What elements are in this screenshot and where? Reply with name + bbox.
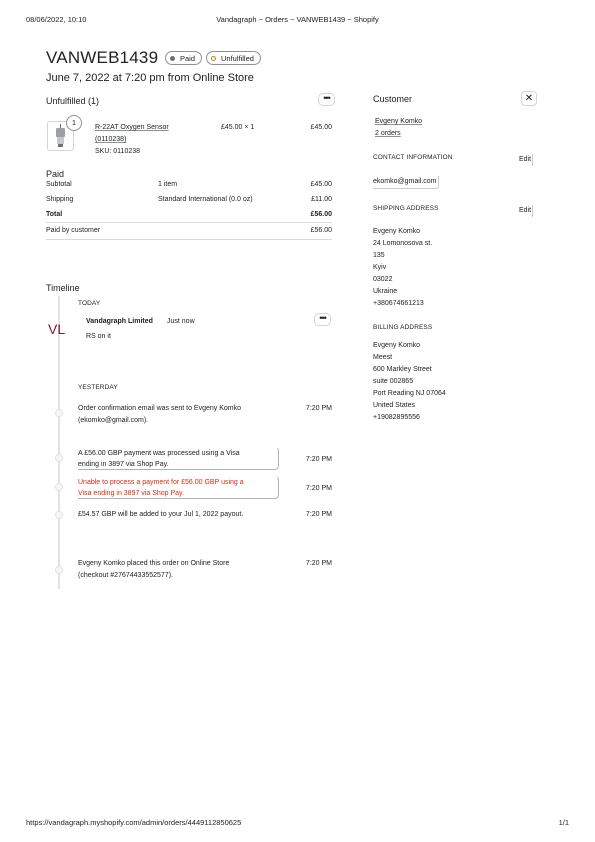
comment-text: RS on it [86, 333, 111, 340]
customer-orders-link[interactable]: 2 orders [375, 130, 401, 137]
event-order-placed-time: 7:20 PM [305, 560, 332, 567]
subtotal-detail: 1 item [158, 181, 178, 188]
shipping-label: Shipping [46, 196, 74, 203]
unfulfilled-ring-icon [211, 56, 216, 61]
unfulfilled-more-button[interactable]: ••• [318, 93, 335, 106]
billing-line: Meest [373, 354, 393, 361]
event-payment-error-line2: Visa ending in 3897 via Shop Pay. [78, 490, 184, 497]
billing-line: 600 Markley Street [373, 366, 432, 373]
unfulfilled-badge [206, 51, 261, 65]
paid-by-customer-amount: £56.00 [310, 227, 332, 234]
billing-address-heading: BILLING ADDRESS [373, 324, 433, 331]
today-label: TODAY [78, 300, 101, 307]
event-order-placed-line2: (checkout #27674433552577). [78, 572, 173, 579]
product-code-link[interactable]: (0110238) [95, 136, 127, 143]
event-payment-line2: ending in 3897 via Shop Pay. [78, 461, 169, 468]
event-payment-time: 7:20 PM [305, 456, 332, 463]
edit-shipping-button[interactable]: Edit [519, 205, 533, 217]
product-line-total: £45.00 [310, 124, 332, 131]
timeline-heading: Timeline [46, 283, 80, 293]
subtotal-label: Subtotal [46, 181, 72, 188]
total-amount: £56.00 [310, 211, 332, 218]
timeline-dot-icon [55, 454, 63, 462]
timeline-dot-icon [55, 566, 63, 574]
comment-author: Vandagraph Limited [86, 318, 153, 325]
close-icon[interactable]: ✕ [521, 91, 537, 106]
event-order-placed-line1: Evgeny Komko placed this order on Online Store [78, 560, 230, 567]
print-footer-url: https://vandagraph.myshopify.com/admin/orders/4449112850625 [26, 818, 242, 827]
shipping-line: 135 [373, 252, 385, 259]
customer-name-link[interactable]: Evgeny Komko [375, 118, 423, 125]
billing-line: United States [373, 402, 416, 409]
subtotal-amount: £45.00 [310, 181, 332, 188]
paid-by-customer-label: Paid by customer [46, 227, 101, 234]
timeline-dot-icon [55, 511, 63, 519]
shipping-line: +380674661213 [373, 300, 424, 307]
total-label: Total [46, 211, 63, 218]
event-payout-time: 7:20 PM [305, 511, 332, 518]
order-date-line: June 7, 2022 at 7:20 pm from Online Store [46, 72, 254, 84]
shipping-line: Ukraine [373, 288, 398, 295]
unfulfilled-badge-label: Unfulfilled [221, 54, 254, 63]
edit-contact-button[interactable]: Edit [519, 154, 533, 166]
comment-more-button[interactable]: ••• [314, 313, 331, 326]
print-page-number: 1/1 [558, 818, 569, 827]
paid-heading: Paid [46, 169, 65, 179]
timeline-dot-icon [55, 409, 63, 417]
event-payment-error-time: 7:20 PM [305, 485, 332, 492]
billing-line: Port Reading NJ 07064 [373, 390, 446, 397]
yesterday-label: YESTERDAY [78, 384, 118, 391]
shipping-line: Kyiv [373, 264, 387, 271]
paid-badge-label: Paid [180, 54, 196, 63]
shipping-address-heading: SHIPPING ADDRESS [373, 205, 439, 212]
unfulfilled-heading: Unfulfilled (1) [46, 96, 100, 106]
comment-time: Just now [167, 318, 195, 325]
event-email-time: 7:20 PM [305, 405, 332, 412]
shipping-amount: £11.00 [311, 196, 332, 203]
shipping-line: 24 Lomonosova st. [373, 240, 433, 247]
shipping-line: Evgeny Komko [373, 228, 421, 235]
billing-line: suite 002865 [373, 378, 414, 385]
print-page-title: Vandagraph ~ Orders ~ VANWEB1439 ~ Shopify [216, 15, 379, 24]
event-payout: £54.57 GBP will be added to your Jul 1, 2022 payout. [78, 511, 244, 518]
contact-heading: CONTACT INFORMATION [373, 154, 453, 161]
event-payment-line1: A £56.00 GBP payment was processed using a Visa [78, 450, 240, 457]
paid-badge [165, 51, 202, 65]
event-email-line1: Order confirmation email was sent to Evgeny Komko [78, 405, 242, 412]
event-email-line2: (ekomko@gmail.com). [78, 417, 149, 424]
billing-line: Evgeny Komko [373, 342, 421, 349]
product-unit-price: £45.00 × 1 [221, 124, 255, 131]
billing-line: +19082895556 [373, 414, 420, 421]
paid-dot-icon [170, 56, 175, 61]
paid-bottom-divider [46, 239, 332, 240]
product-sku: SKU: 0110238 [95, 148, 141, 155]
order-title: VANWEB1439 [46, 48, 159, 67]
shipping-detail: Standard International (0.0 oz) [158, 196, 253, 203]
paid-divider [46, 222, 332, 223]
print-datetime: 08/06/2022, 10:10 [26, 15, 87, 24]
timeline-rail [58, 296, 60, 589]
customer-email-link[interactable]: ekomko@gmail.com [373, 176, 439, 189]
timeline-dot-icon [55, 483, 63, 491]
customer-heading: Customer [373, 94, 413, 104]
comment-avatar: VL [48, 321, 66, 337]
product-name-link[interactable]: R-22AT Oxygen Sensor [95, 124, 169, 131]
event-payment-error-line1: Unable to process a payment for £56.00 GBP using a [78, 479, 244, 486]
quantity-badge: 1 [66, 115, 82, 131]
shipping-line: 03022 [373, 276, 393, 283]
